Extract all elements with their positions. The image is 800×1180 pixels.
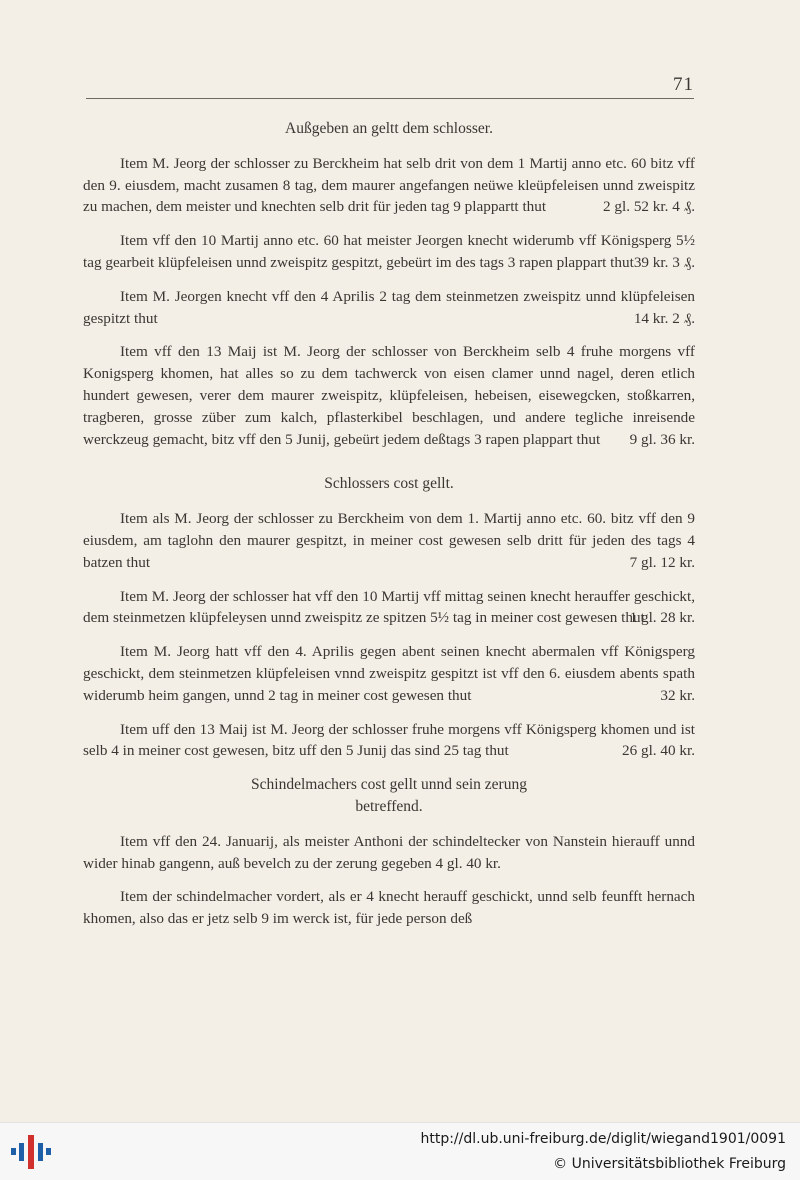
entry-amount: 39 kr. 3 ₰. bbox=[633, 253, 695, 271]
document-body bbox=[83, 118, 695, 930]
entry-paragraph bbox=[83, 886, 695, 930]
entry-paragraph bbox=[83, 341, 695, 450]
entry-paragraph bbox=[83, 153, 695, 218]
entry-amount: 14 kr. 2 ₰. bbox=[633, 309, 695, 327]
permalink-link[interactable]: http://dl.ub.uni-freiburg.de/diglit/wiegand1901/0091 bbox=[420, 1131, 786, 1147]
entry-paragraph bbox=[83, 641, 695, 706]
header-rule bbox=[86, 98, 694, 99]
entry-paragraph bbox=[83, 230, 695, 274]
entry-paragraph bbox=[83, 831, 695, 875]
entry-text: Item M. Jeorgen knecht vff den 4 Aprilis 2 tag dem steinmetzen zweispitz unnd klüpfeleisen gespitzt thut bbox=[83, 287, 695, 327]
entry-text: Item M. Jeorg hatt vff den 4. Aprilis gegen abent seinen knecht abermalen vff Königsperg geschickt, dem steinmetzen klüpfeleisen vnnd zweispitz gespitzt ist vff den 6. eiusdem abents spath widerumb heim gangen, unnd 2 tag in meiner cost gewesen thut bbox=[83, 643, 695, 704]
entry-amount: 26 gl. 40 kr. bbox=[622, 742, 695, 760]
entry-paragraph bbox=[83, 508, 695, 573]
entry-text: Item vff den 10 Martij anno etc. 60 hat meister Jeorgen knecht widerumb vff Königsperg 5½ tag gearbeit klüpfeleisen unnd zweispitz gespitzt, gebeürt im des tags 3 rapen plappart thut bbox=[83, 232, 695, 271]
entry-paragraph bbox=[83, 719, 695, 763]
copyright-text: © Universitätsbibliothek Freiburg bbox=[553, 1156, 786, 1172]
entry-text: Item der schindelmacher vordert, als er 4 knecht herauff geschickt, unnd selb feunfft hernach khomen, also das er jetz selb 9 im werck ist, für jede person deß bbox=[83, 888, 695, 928]
entry-text: Item als M. Jeorg der schlosser zu Berckheim von dem 1. Martij anno etc. 60. bitz vff den 9 eiusdem, am taglohn den maurer gespitzt, in meiner cost gewesen selb dritt für jeden des tags 4 batzen thut bbox=[83, 510, 695, 571]
entry-text: Item vff den 24. Januarij, als meister Anthoni der schindeltecker von Nanstein hierauff unnd wider hinab gangenn, auß bevelch zu der zerung gegeben 4 gl. 40 kr. bbox=[83, 832, 695, 872]
entry-paragraph bbox=[83, 586, 695, 630]
page-number: 71 bbox=[673, 74, 694, 95]
entry-amount: 7 gl. 12 kr. bbox=[629, 553, 695, 571]
section-heading: Außgeben an geltt dem schlosser. bbox=[285, 120, 493, 137]
ub-freiburg-logo-icon bbox=[10, 1131, 52, 1173]
entry-paragraph bbox=[83, 286, 695, 330]
entry-text: Item M. Jeorg der schlosser zu Berckheim hat selb drit von dem 1 Martij anno etc. 60 bitz vff den 9. eiusdem, macht zusamen 8 tag, dem maurer angefangen neüwe kleüpfeleisen unnd zweispitz zu machen, dem meister und knechten selb drit für jeden tag 9 plappartt thut bbox=[83, 154, 695, 216]
entry-amount: 2 gl. 52 kr. 4 ₰. bbox=[603, 198, 695, 216]
entry-amount: 32 kr. bbox=[660, 686, 695, 704]
entry-amount: 9 gl. 36 kr. bbox=[629, 430, 695, 448]
entry-text: Item uff den 13 Maij ist M. Jeorg der schlosser fruhe morgens vff Königsperg khomen und ist selb 4 in meiner cost gewesen, bitz uff den 5 Junij das sind 25 tag thut bbox=[83, 720, 695, 760]
entry-text: Item vff den 13 Maij ist M. Jeorg der schlosser von Berckheim selb 4 fruhe morgens vff Konigsperg khomen, hat alles so zu dem tachwerck von eisen clamer unnd nagel, deren etlich hundert gewesen, verer dem maurer zweispitz, klüpfeleisen, hebeisen, eisewegcken, stoßkarren, tragberen, grosse züber zum kalch, pflasterkibel beschlagen, und andere tegliche inreisende werckzeug gemacht, bitz vff den 5 Junij, gebeürt jedem deßtags 3 rapen plappart thut bbox=[83, 343, 695, 448]
entry-amount: 1 gl. 28 kr. bbox=[629, 609, 695, 627]
section-heading: Schlossers cost gellt. bbox=[324, 475, 454, 493]
footer-bar bbox=[0, 1122, 800, 1180]
section-heading: Schindelmachers cost gellt unnd sein zerung betreffend. bbox=[251, 776, 527, 815]
entry-text: Item M. Jeorg der schlosser hat vff den 10 Martij vff mittag seinen knecht herauffer geschickt, dem steinmetzen klüpfeleysen unnd zweispitz ze spitzen 5½ tag in meiner cost gewesen thut bbox=[83, 587, 695, 627]
